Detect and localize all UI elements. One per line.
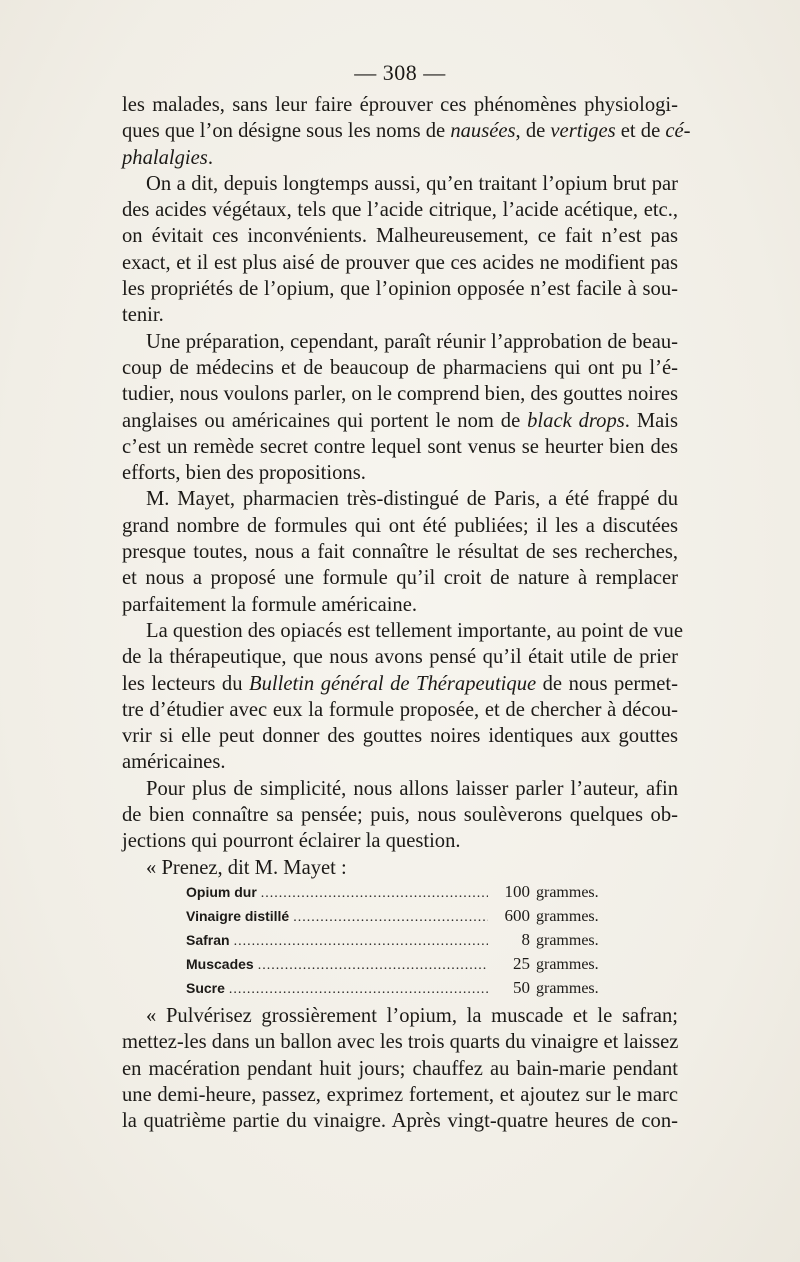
text-line xyxy=(122,855,678,881)
text-line xyxy=(122,408,678,434)
text-line xyxy=(122,618,683,644)
text-line xyxy=(122,197,678,223)
ingredient-quantity: 100 xyxy=(504,882,530,901)
text-line xyxy=(122,1108,678,1134)
text-run: les lecteurs du xyxy=(122,672,249,695)
text-line xyxy=(122,118,691,144)
leader-dots xyxy=(229,978,488,1002)
text-line xyxy=(122,486,678,512)
text-line xyxy=(122,828,678,854)
italic-text: Bulletin général de Thérapeutique xyxy=(249,672,537,695)
text-line xyxy=(122,250,678,276)
text-run: Pour plus de simplicité, nous allons laisser parler l’auteur, afin xyxy=(146,777,678,800)
text-run: de la thérapeutique, que nous avons pensé qu’il était utile de prier xyxy=(122,646,678,669)
text-line xyxy=(122,92,678,118)
ingredient-unit: grammes. xyxy=(536,908,599,925)
text-line xyxy=(122,381,678,407)
text-run: coup de médecins et de beaucoup de pharmaciens qui ont pu l’é- xyxy=(122,356,678,379)
text-line xyxy=(122,1003,678,1029)
italic-text: vertiges xyxy=(550,120,616,143)
body-text-lower xyxy=(122,1003,678,1134)
ingredient-quantity: 600 xyxy=(504,906,530,925)
text-run: les malades, sans leur faire éprouver ces phénomènes physiologi- xyxy=(122,94,678,116)
ingredient-quantity: 25 xyxy=(513,954,530,973)
recipe-row xyxy=(186,976,616,1000)
text-line xyxy=(122,513,678,539)
text-line xyxy=(122,539,678,565)
ingredient-quantity: 8 xyxy=(521,930,530,949)
text-line xyxy=(122,1029,678,1055)
text-run: M. Mayet, pharmacien très-distingué de Paris, a été frappé du xyxy=(146,488,678,511)
leader-dots xyxy=(258,954,488,978)
ingredient-unit: grammes. xyxy=(536,884,599,901)
italic-text: phalalgies xyxy=(122,146,208,169)
text-run: et nous a proposé une formule qu’il croit de nature à remplacer xyxy=(122,567,678,590)
text-line xyxy=(122,644,678,670)
text-run: de bien connaître sa pensée; puis, nous soulèverons quelques ob- xyxy=(122,804,678,827)
text-run: mettez-les dans un ballon avec les trois quarts du vinaigre et laissez xyxy=(122,1031,679,1054)
text-run: . xyxy=(207,146,213,169)
text-line xyxy=(122,329,678,355)
text-run: et de xyxy=(615,120,666,143)
text-line xyxy=(122,302,678,328)
text-run: américaines. xyxy=(122,751,226,774)
leader-dots xyxy=(293,906,488,930)
text-run: de nous permet- xyxy=(536,672,678,695)
ingredient-name: Vinaigre distillé xyxy=(186,908,290,924)
text-run: presque toutes, nous a fait connaître le résultat de ses recherches, xyxy=(122,541,678,564)
recipe-table xyxy=(186,880,616,1000)
body-text-upper xyxy=(122,92,691,881)
text-run: anglaises ou américaines qui portent le nom de xyxy=(122,409,528,432)
text-run: tre d’étudier avec eux la formule proposée, et de chercher à décou- xyxy=(122,698,678,721)
text-line xyxy=(122,460,678,486)
italic-text: nausées xyxy=(450,120,516,143)
text-line xyxy=(122,1082,678,1108)
text-run: parfaitement la formule américaine. xyxy=(122,593,418,616)
recipe-row xyxy=(186,952,616,976)
leader-dots xyxy=(234,930,488,954)
text-line xyxy=(122,434,678,460)
leader-dots xyxy=(261,882,488,906)
text-line xyxy=(122,802,678,828)
text-line xyxy=(122,171,678,197)
text-run: les propriétés de l’opium, que l’opinion opposée n’est facile à sou- xyxy=(122,278,678,301)
text-run: On a dit, depuis longtemps aussi, qu’en traitant l’opium brut par xyxy=(146,172,678,195)
text-run: jections qui pourront éclairer la question. xyxy=(122,830,461,853)
text-line xyxy=(122,1056,678,1082)
ingredient-name: Muscades xyxy=(186,956,254,972)
ingredient-quantity: 50 xyxy=(513,978,530,997)
text-run: des acides végétaux, tels que l’acide citrique, l’acide acétique, etc., xyxy=(122,199,678,222)
text-run: « Pulvérisez grossièrement l’opium, la muscade et le safran; xyxy=(146,1005,678,1027)
text-line xyxy=(122,723,678,749)
text-line xyxy=(122,776,678,802)
ingredient-unit: grammes. xyxy=(536,956,599,973)
text-run: Une préparation, cependant, paraît réunir l’approbation de beau- xyxy=(146,330,678,353)
text-run: vrir si elle peut donner des gouttes noires identiques aux gouttes xyxy=(122,725,678,748)
text-run: « Prenez, dit M. Mayet : xyxy=(146,856,347,879)
recipe-row xyxy=(186,928,616,952)
recipe-row xyxy=(186,904,616,928)
text-run: c’est un remède secret contre lequel sont venus se heurter bien des xyxy=(122,435,678,458)
text-line xyxy=(122,697,678,723)
ingredient-unit: grammes. xyxy=(536,932,599,949)
page-number: — 308 — xyxy=(354,60,446,85)
text-run: tenir. xyxy=(122,304,164,327)
text-run: la quatrième partie du vinaigre. Après vingt-quatre heures de con- xyxy=(122,1110,678,1133)
text-line xyxy=(122,749,678,775)
text-run: grand nombre de formules qui ont été publiées; il les a discutées xyxy=(122,514,678,537)
text-run: . Mais xyxy=(624,409,679,432)
text-line xyxy=(122,145,678,171)
text-run: une demi-heure, passez, exprimez fortement, et ajoutez sur le marc xyxy=(122,1083,678,1106)
text-run: en macération pendant huit jours; chauffez au bain-marie pendant xyxy=(122,1057,678,1080)
italic-text: black drops xyxy=(527,409,625,432)
text-run: exact, et il est plus aisé de prouver que ces acides ne modifient pas xyxy=(122,251,678,274)
text-run: La question des opiacés est tellement importante, au point de vue xyxy=(146,619,683,642)
text-run: , de xyxy=(515,120,551,143)
text-run: efforts, bien des propositions. xyxy=(122,462,366,485)
text-line xyxy=(122,565,678,591)
text-run: ques que l’on désigne sous les noms de xyxy=(122,120,451,143)
text-run: on évitait ces inconvénients. Malheureusement, ce fait n’est pas xyxy=(122,225,678,248)
italic-text: cé- xyxy=(665,120,691,143)
text-line xyxy=(122,592,678,618)
text-line xyxy=(122,671,678,697)
ingredient-name: Sucre xyxy=(186,980,225,996)
recipe-row xyxy=(186,880,616,904)
ingredient-name: Opium dur xyxy=(186,884,257,900)
text-line xyxy=(122,223,678,249)
text-line xyxy=(122,276,678,302)
ingredient-name: Safran xyxy=(186,932,230,948)
text-run: tudier, nous voulons parler, on le comprend bien, des gouttes noires xyxy=(122,383,678,406)
text-line xyxy=(122,355,678,381)
ingredient-unit: grammes. xyxy=(536,980,599,997)
